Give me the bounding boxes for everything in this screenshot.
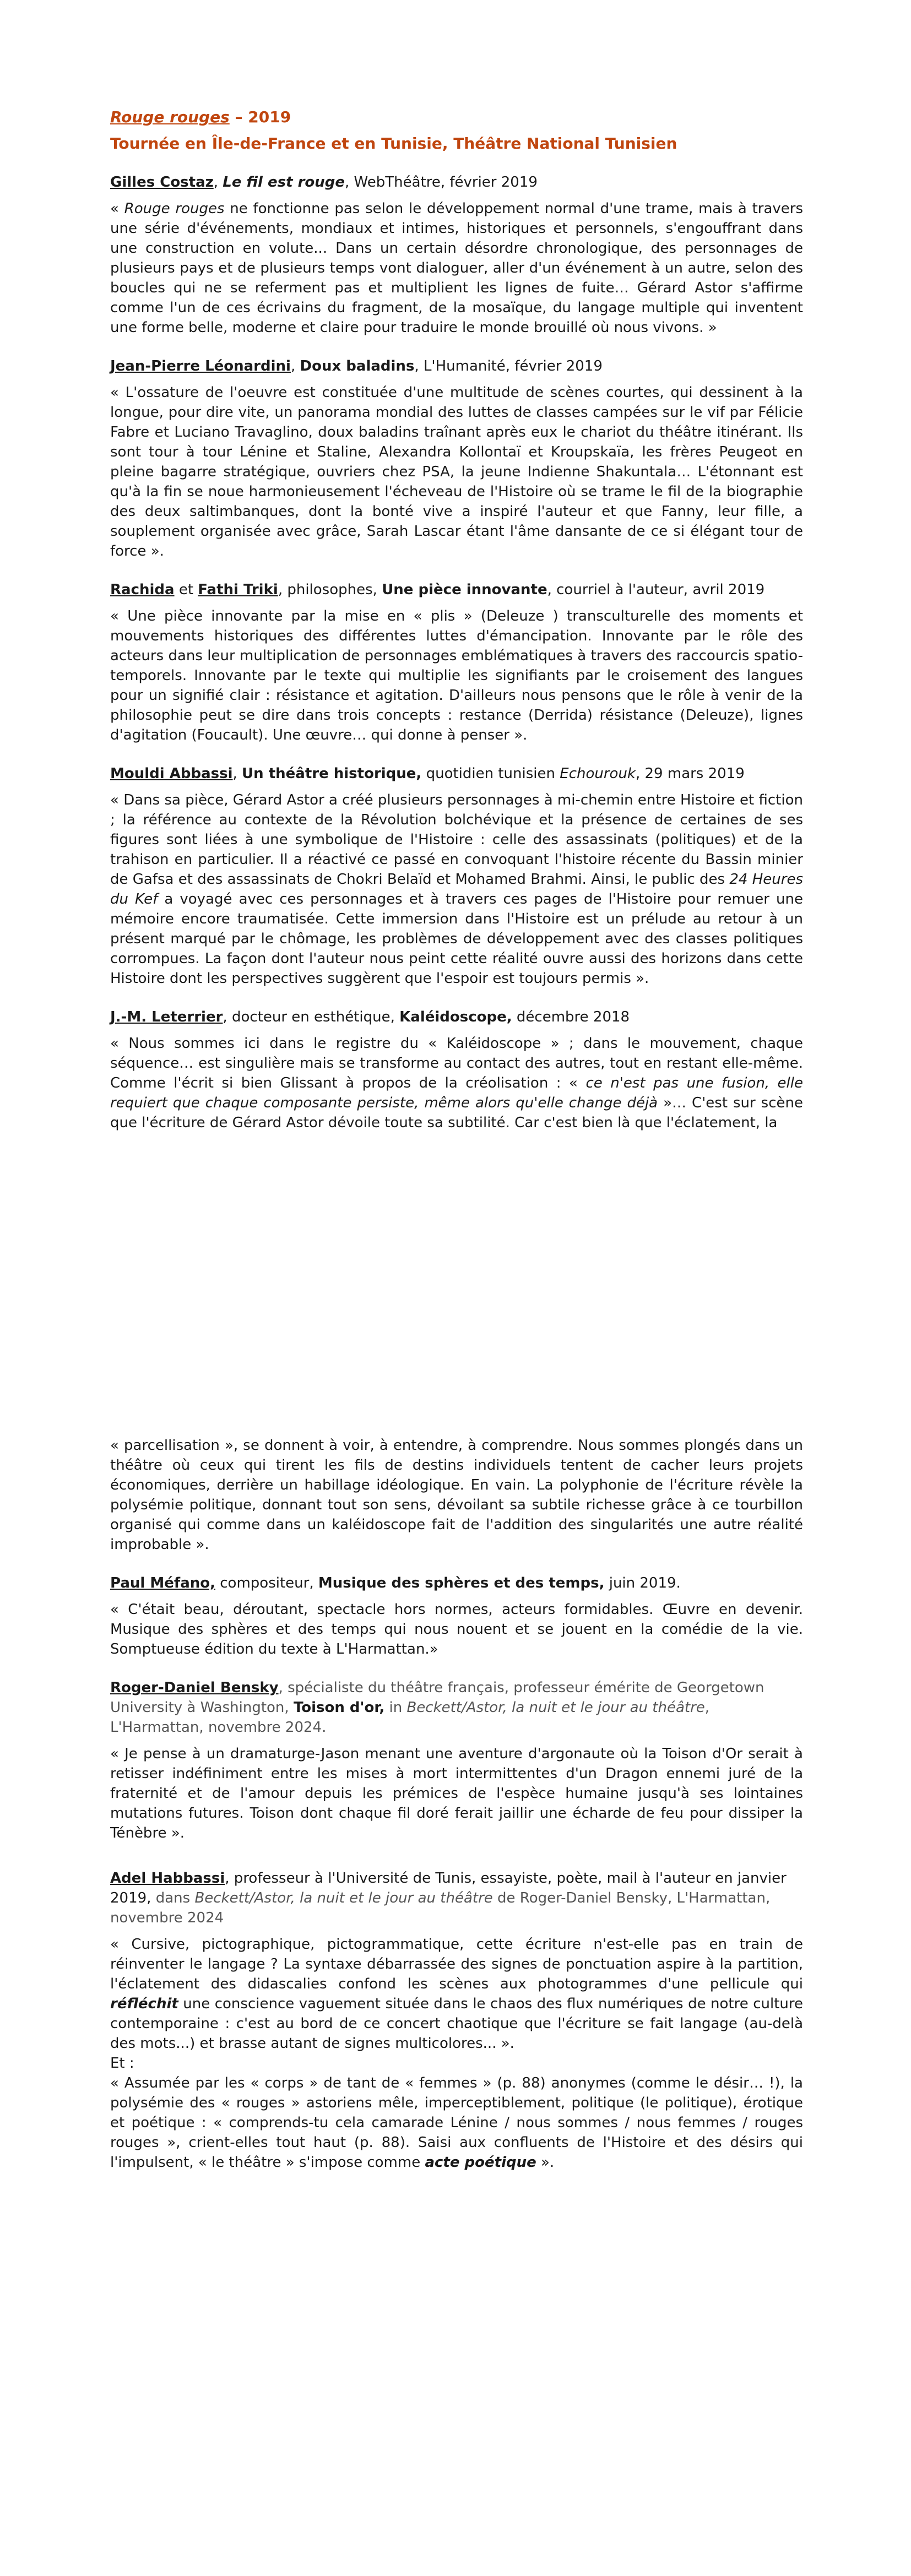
author-name: Fathi Triki (198, 581, 278, 598)
quote-text: ne fonctionne pas selon le développement normal d'une trame, mais à travers une série d'événements, mondiaux et intimes, historiques et personnels, s'engouffrant dans une construction en volute... Dans un certain désordre chronologique, des personnages de plusieurs pays et de plusieurs temps vont dialoguer, aller d'un événement à un autre, selon des boucles qui ne se referment pas et multiplient les lignes de fuite… Gérard Astor s'affirme comme l'un de ces écrivains du fragment, de la mosaïque, du langage multiple qui inventent une forme belle, moderne et claire pour traduire le monde brouillé où nous vivons. » (110, 200, 804, 336)
review-citation (110, 1678, 803, 1737)
author-name: Rachida (110, 581, 175, 598)
page-subtitle: Tournée en Île-de-France et en Tunisie, Théâtre National Tunisien (110, 134, 677, 153)
quote-emphasis: réfléchit (110, 1996, 178, 2012)
review-quote (110, 790, 803, 988)
citation-text: compositeur, (215, 1575, 318, 1591)
citation-text: , L'Humanité, février 2019 (414, 358, 603, 374)
quote-text: « (110, 200, 124, 217)
citation-text: de Roger-Daniel Bensky, L'Harmattan, novembre 2024 (110, 1890, 771, 1926)
review-entry (110, 764, 803, 988)
citation-text: in (384, 1699, 407, 1716)
review-citation (110, 1007, 803, 1027)
review-entry (110, 356, 803, 561)
review-title: Kaléidoscope, (399, 1009, 512, 1025)
review-entry (110, 580, 803, 745)
citation-text: décembre 2018 (512, 1009, 630, 1025)
author-name: Roger-Daniel Bensky (110, 1680, 279, 1696)
author-name: Mouldi Abbassi (110, 765, 233, 782)
quote-text: « Cursive, pictographique, pictogrammatique, cette écriture n'est-elle pas en train de réinventer le langage ? La syntaxe débarrassée des signes de ponctuation aspire à la partition, l'éclatement des didascalies confond les scènes aux photogrammes d'une pellicule qui (110, 1936, 803, 1992)
author-name: Gilles Costaz (110, 174, 214, 191)
citation-text: dans (155, 1890, 195, 1906)
review-quote (110, 1934, 803, 2053)
review-title: Toison d'or, (293, 1699, 385, 1716)
review-title: Une pièce innovante (382, 581, 547, 598)
citation-text: quotidien tunisien (421, 765, 560, 782)
citation-text: , docteur en esthétique, (223, 1009, 400, 1025)
author-name: J.-M. Leterrier (110, 1009, 223, 1025)
review-entry (110, 1678, 803, 1843)
review-entry (110, 1007, 803, 1555)
quote-italic: 24 Heures du Kef (110, 871, 803, 907)
book-title: Beckett/Astor, la nuit et le jour au théâtre (194, 1890, 493, 1906)
title-year: – 2019 (229, 108, 291, 126)
review-citation (110, 580, 803, 600)
citation-text: , 29 mars 2019 (635, 765, 745, 782)
author-name: Jean-Pierre Léonardini (110, 358, 291, 374)
quote-text: ». (536, 2154, 555, 2171)
review-quote (110, 1034, 803, 1133)
quote-text: « Dans sa pièce, Gérard Astor a créé plusieurs personnages à mi-chemin entre Histoire et fiction ; la référence au contexte de la Révolution bolchévique et la présence de certaines de ses figures sont liées à une symbolique de l'Histoire : celle des assassinats (politiques) et de la trahison en particulier. Il a réactivé ce passé en convoquant l'histoire récente du Bassin minier de Gafsa et des assassinats de Chokri Belaïd et Mohamed Brahmi. Ainsi, le public des (110, 792, 803, 888)
newspaper-name: Echourouk (560, 765, 636, 782)
citation-text: , spécialiste du théâtre français, professeur émérite de Georgetown University à Washington, (110, 1680, 764, 1716)
author-name: Paul Méfano, (110, 1575, 215, 1591)
quote-italic: ce n'est pas une fusion, elle requiert que chaque composante persiste, même alors qu'elle change déjà (110, 1075, 803, 1111)
quote-text: une conscience vaguement située dans le chaos des flux numériques de notre culture contemporaine : c'est au bord de ce concert chaotique que l'écriture se fait langage (au-delà des mots...) et brasse autant de signes multicolores... ». (110, 1996, 803, 2052)
review-citation (110, 764, 803, 784)
review-entry (110, 1868, 803, 2172)
review-citation (110, 172, 803, 192)
review-title: Doux baladins (300, 358, 415, 374)
citation-text: et (174, 581, 198, 598)
quote-text: « Nous sommes ici dans le registre du « Kaléidoscope » ; dans le mouvement, chaque séquence… est singulière mais se transforme au contact des autres, tout en restant elle-même. Comme l'écrit si bien Glissant à propos de la créolisation : « (110, 1035, 803, 1091)
quote-text: a voyagé avec ces personnages et à travers ces pages de l'Histoire pour remuer une mémoire encore traumatisée. Cette immersion dans l'Histoire est un prélude au retour à un présent marqué par le chômage, les problèmes de développement avec des classes politiques corrompues. La façon dont l'auteur nous peint cette réalité ouvre aussi des horizons dans cette Histoire dont les perspectives suggèrent que l'espoir est toujours permis ». (110, 891, 803, 987)
author-name: Adel Habbassi (110, 1870, 225, 1887)
review-entry (110, 1573, 803, 1659)
review-quote: « Une pièce innovante par la mise en « plis » (Deleuze ) transculturelle des moments et mouvements historiques des différentes luttes d'émancipation. Innovante par le rôle des acteurs dans leur multiplication de personnages emblématiques à travers des raccourcis spatio-temporels. Innovante par le texte qui multiplie les signifiants par le croisement des langues pour un signifié clair : résistance et agitation. D'ailleurs nous pensons que le rôle à venir de la philosophie peut se dire dans trois concepts : restance (Derrida) résistance (Deleuze), lignes d'agitation (Foucault). Une œuvre… qui donne à penser ». (110, 608, 803, 743)
quote-emphasis: acte poétique (425, 2154, 536, 2171)
quote-connector: Et : (110, 2055, 134, 2072)
review-quote (110, 2073, 803, 2172)
play-title: Rouge rouges (110, 108, 230, 126)
book-title: Beckett/Astor, la nuit et le jour au théâtre (406, 1699, 705, 1716)
citation-text: juin 2019. (604, 1575, 681, 1591)
review-quote-continued: « parcellisation », se donnent à voir, à entendre, à comprendre. Nous sommes plongés dans un théâtre où ceux qui tirent les fils de destins individuels tentent de cacher leurs projets économiques, derrière un habillage idéologique. En vain. La polyphonie de l'écriture révèle la polysémie politique, donnant tout son sens, dévoilant sa subtile richesse grâce à ce tourbillon organisé qui comme dans un kaléidoscope fait de l'addition des singularités une autre réalité improbable ». (110, 1437, 803, 1553)
quote-text: »… C'est sur scène que l'écriture de Gérard Astor dévoile toute sa subtilité. Car c'est bien là que l'éclatement, la (110, 1095, 803, 1131)
review-title: Un théâtre historique, (242, 765, 422, 782)
review-entry (110, 172, 803, 338)
citation-text: , (232, 765, 242, 782)
quote-italic: Rouge rouges (124, 200, 225, 217)
review-title: Le fil est rouge (223, 174, 345, 191)
review-citation (110, 1868, 803, 1928)
citation-text: , philosophes, (278, 581, 382, 598)
document-page (110, 107, 803, 2191)
review-citation (110, 1573, 803, 1593)
review-quote (110, 199, 803, 338)
citation-text: , WebThéâtre, février 2019 (345, 174, 538, 191)
page-break-gap (110, 1133, 803, 1436)
review-citation (110, 356, 803, 376)
review-quote: « C'était beau, déroutant, spectacle hors normes, acteurs formidables. Œuvre en devenir. Musique des sphères et des temps qui nous nouent et se jouent en la comédie de la vie. Somptueuse édition du texte à L'Harmattan.» (110, 1601, 803, 1657)
quote-text: « Assumée par les « corps » de tant de « femmes » (p. 88) anonymes (comme le désir… !), la polysémie des « rouges » astoriens mêle, imperceptiblement, politique (le politique), érotique et poétique : « comprends-tu cela camarade Lénine / nous sommes / nous femmes / rouges rouges », crient-elles tout haut (p. 88). Saisi aux confluents de l'Histoire et des désirs qui l'impulsent, « le théâtre » s'impose comme (110, 2075, 803, 2171)
review-title: Musique des sphères et des temps, (318, 1575, 605, 1591)
review-quote: « Je pense à un dramaturge-Jason menant une aventure d'argonaute où la Toison d'Or serait à retisser indéfiniment entre les mises à mort intermittentes d'un Dragon ennemi juré de la fraternité et de l'amour depuis les prémices de l'espèce humaine jusqu'à ses lointaines mutations futures. Toison dont chaque fil doré ferait jaillir une écharde de feu pour dissiper la Ténèbre ». (110, 1746, 803, 1841)
citation-text: , courriel à l'auteur, avril 2019 (547, 581, 765, 598)
citation-text: , (290, 358, 300, 374)
citation-text: , professeur à l'Université de Tunis, essayiste, poète, mail à l'auteur en janvier 2019, (110, 1870, 787, 1906)
citation-text: , (213, 174, 223, 191)
page-title (110, 107, 803, 127)
review-quote: « L'ossature de l'oeuvre est constituée d'une multitude de scènes courtes, qui dessinent à la longue, pour dire vite, un panorama mondial des luttes de classes campées sur le vif par Félicie Fabre et Luciano Travaglino, doux baladins traînant après eux le chariot du théâtre itinérant. Ils sont tour à tour Lénine et Staline, Alexandra Kollontaï et Kroupskaïa, les frères Peugeot en pleine bagarre stratégique, ouvriers chez PSA, la jeune Indienne Shakuntala… L'étonnant est qu'à la fin se noue harmonieusement l'écheveau de l'Histoire où se trame le fil de la biographie des deux saltimbanques, dont la bonté vive a inspiré l'auteur et que Fanny, leur fille, a souplement organisée avec grâce, Sarah Lascar étant l'âme dansante de ce si élégant tour de force ». (110, 384, 803, 559)
citation-text: , L'Harmattan, novembre 2024. (110, 1699, 710, 1736)
